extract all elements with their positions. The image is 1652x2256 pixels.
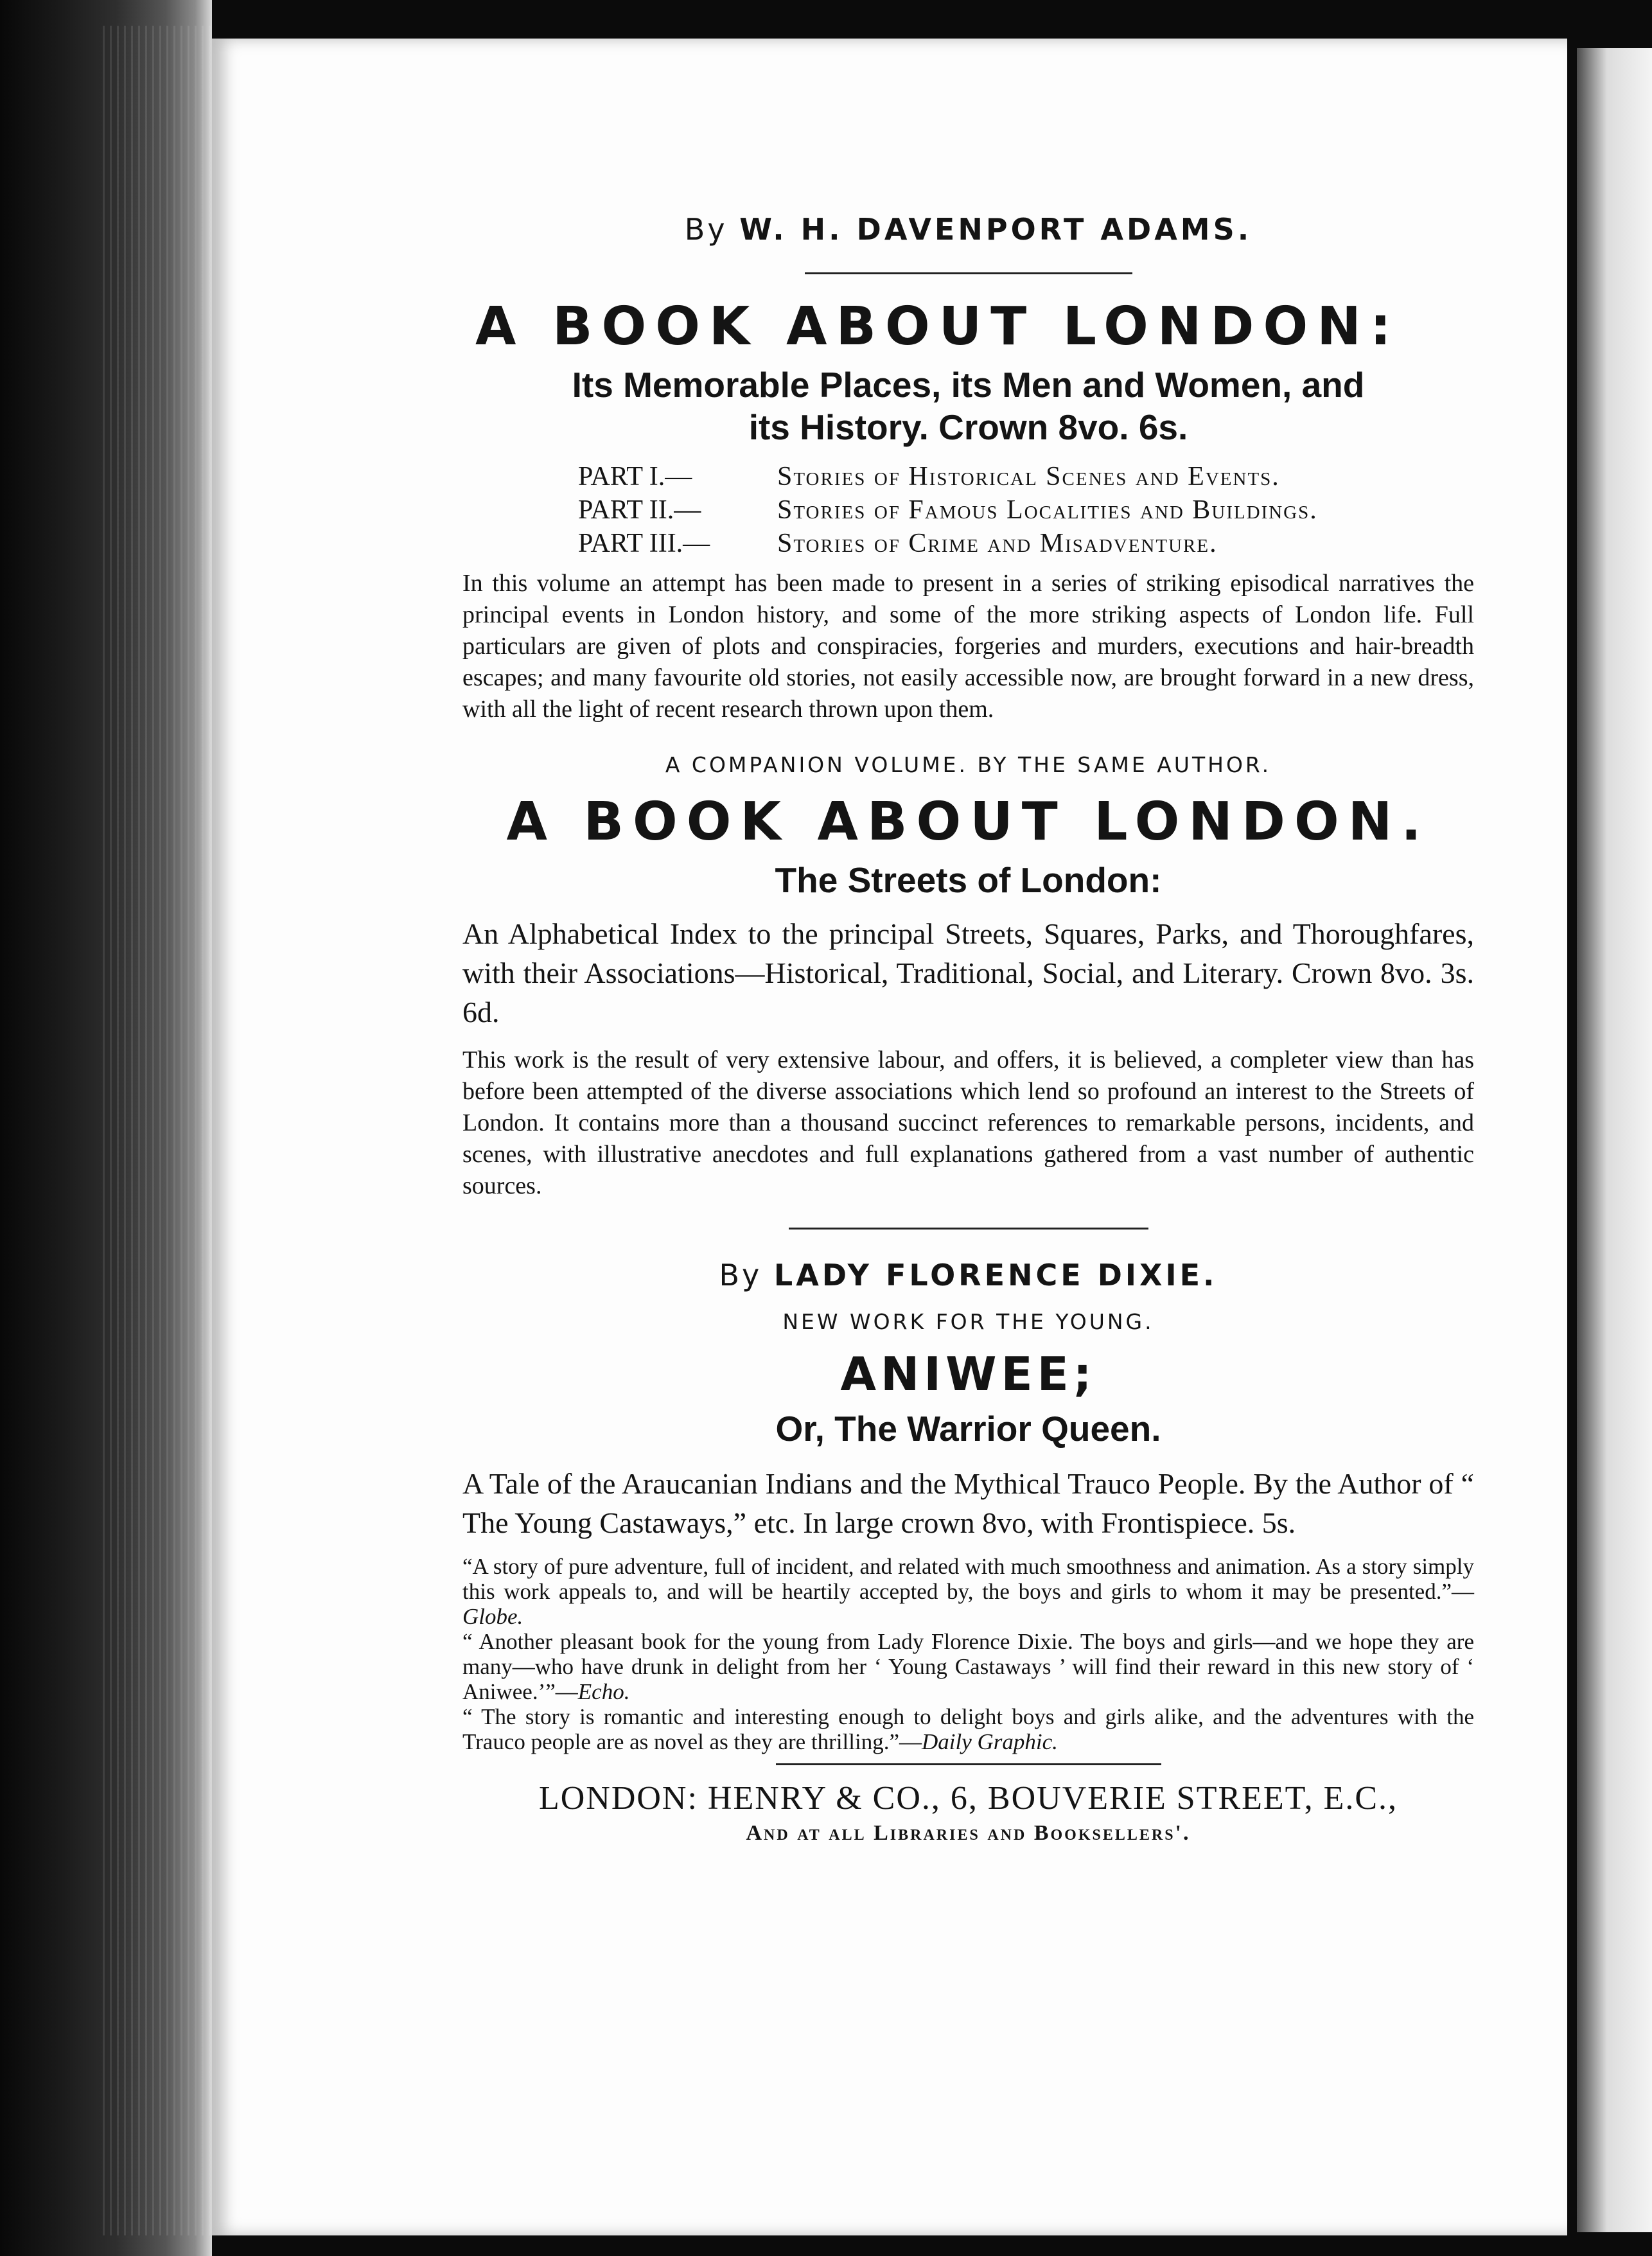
page-edges [103, 26, 212, 2235]
new-work-note: NEW WORK FOR THE YOUNG. [782, 1309, 1154, 1334]
author-name: LADY FLORENCE DIXIE. [773, 1258, 1218, 1292]
advertisement-content [462, 212, 1474, 1846]
byline-prefix: By [684, 212, 728, 247]
book-title-3: ANIWEE; [840, 1347, 1096, 1401]
divider-short [805, 272, 1132, 274]
subtitle-streets: The Streets of London: [775, 860, 1162, 900]
publisher-line: LONDON: HENRY & CO., 6, BOUVERIE STREET, E.C., [538, 1780, 1398, 1817]
review-source: Echo. [577, 1679, 630, 1704]
author-byline-1 [462, 212, 1474, 247]
review-item: “A story of pure adventure, full of incident, and related with much smoothness and animation. As a story simply this work appeals to, and will be heartily accepted by, the boys and girls to whom it may be presented.”—Globe. [462, 1554, 1474, 1629]
subtitle-line-2: its History. Crown 8vo. 6s. [748, 407, 1188, 447]
review-source: Daily Graphic. [922, 1729, 1058, 1754]
part-item: PART III.— Stories of Crime and Misadventure. [578, 529, 1218, 558]
book-title-2: A BOOK ABOUT LONDON. [506, 791, 1430, 852]
author-name: W. H. DAVENPORT ADAMS. [739, 212, 1252, 247]
book-title-1: A BOOK ABOUT LONDON: [475, 296, 1400, 357]
subtitle-block-1 [462, 364, 1474, 448]
description-2: This work is the result of very extensive labour, and offers, it is believed, a completer view than has before been attempted of the diverse associations which lend so profound an interest to the Streets of London. It contains more than a thousand succinct references to remarkable persons, incidents, and scenes, with illustrative anecdotes and full explanations gathered from a vast number of authentic sources. [462, 1046, 1474, 1199]
companion-note: A COMPANION VOLUME. BY THE SAME AUTHOR. [665, 752, 1272, 777]
reviews [462, 1554, 1474, 1754]
lead-2: An Alphabetical Index to the principal Streets, Squares, Parks, and Thoroughfares, with their Associations—Historical, Traditional, Social, and Literary. Crown 8vo. 3s. 6d. [462, 917, 1474, 1028]
publisher-sub: And at all Libraries and Booksellers'. [746, 1821, 1191, 1845]
divider-3 [776, 1763, 1161, 1765]
subtitle-line-1: Its Memorable Places, its Men and Women, and [572, 365, 1365, 405]
divider-2 [789, 1228, 1148, 1229]
part-item: PART I.— Stories of Historical Scenes and Events. [578, 462, 1280, 491]
author-byline-2 [462, 1258, 1474, 1292]
next-page-sliver [1577, 48, 1652, 2232]
parts-list [462, 460, 1474, 560]
part-item: PART II.— Stories of Famous Localities and Buildings. [578, 495, 1318, 525]
description-1: In this volume an attempt has been made to present in a series of striking episodical narratives the principal events in London history, and some of the more striking aspects of London life. Full particulars are given of plots and conspiracies, forgeries and murders, executions and hair-breadth escapes; and many favourite old stories, not easily accessible now, are brought forward in a new dress, with all the light of recent research thrown upon them. [462, 570, 1474, 723]
review-source: Globe. [462, 1604, 523, 1629]
lead-3: A Tale of the Araucanian Indians and the Mythical Trauco People. By the Author of “ The Young Castaways,” etc. In large crown 8vo, with Frontispiece. 5s. [462, 1467, 1474, 1539]
byline-prefix: By [719, 1258, 762, 1292]
review-item: “ Another pleasant book for the young from Lady Florence Dixie. The boys and girls—and we hope they are many—who have drunk in delight from her ‘ Young Castaways ’ will find their reward in this new story of ‘ Aniwee.’”—Echo. [462, 1629, 1474, 1704]
review-item: “ The story is romantic and interesting enough to delight boys and girls alike, and the adventures with the Trauco people are as novel as they are thrilling.”—Daily Graphic. [462, 1704, 1474, 1754]
subtitle-warrior-queen: Or, The Warrior Queen. [775, 1409, 1161, 1449]
